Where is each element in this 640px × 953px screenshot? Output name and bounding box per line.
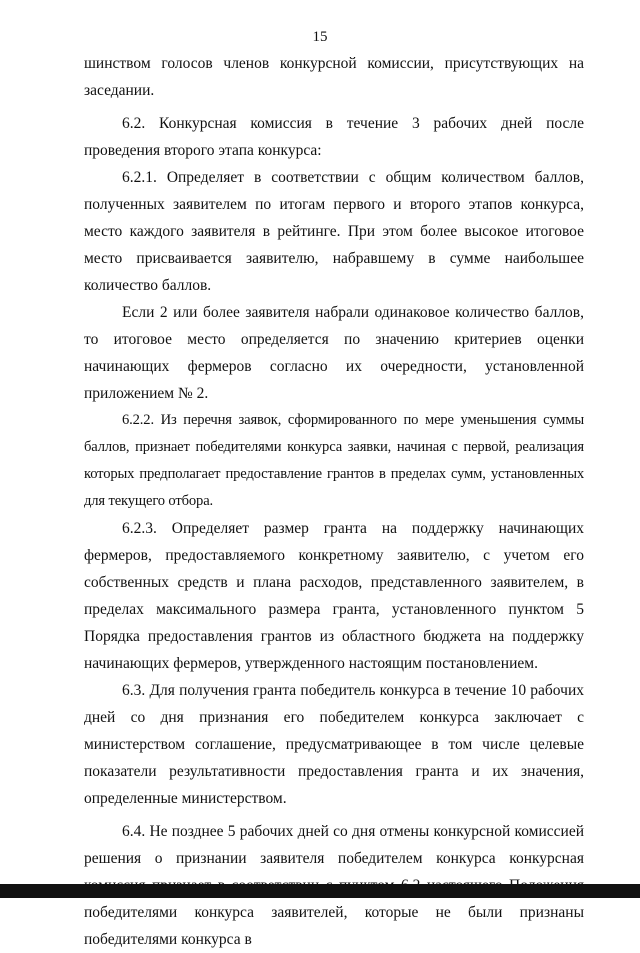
paragraph-6-2: 6.2. Конкурсная комиссия в течение 3 рабочих дней после проведения второго этапа конкурса: bbox=[84, 115, 584, 159]
scan-edge-bar bbox=[0, 884, 640, 898]
page-number: 15 bbox=[312, 29, 328, 45]
paragraph-continuation: шинством голосов членов конкурсной комиссии, присутствующих на заседании. bbox=[84, 55, 584, 99]
paragraph-6-3: 6.3. Для получения гранта победитель конкурса в течение 10 рабочих дней со дня признания его победителем конкурса заключает с министерством соглашение, предусматривающее в том числе целевые показатели результативности предоставления гранта и их значения, определенные министерством. bbox=[84, 682, 584, 807]
paragraph-6-4: 6.4. Не позднее 5 рабочих дней со дня отмены конкурсной комиссией решения о признании заявителя победителем конкурса конкурсная победителями конкурса заявителей, которые не были признаны победителями конкурса в bbox=[84, 823, 584, 948]
paragraph-6-2-2: 6.2.2. Из перечня заявок, сформированного по мере уменьшения суммы баллов, признает победителями конкурса заявки, начиная с первой, реализация которых предполагает предоставление грантов в пределах сумм, установленных для текущего отбора. bbox=[84, 412, 584, 509]
paragraph-6-2-1: 6.2.1. Определяет в соответствии с общим количеством баллов, полученных заявителем по итогам первого и второго этапов конкурса, место каждого заявителя в рейтинге. При этом более высокое итоговое место присваивается заявителю, набравшему в сумме наибольшее количество баллов. bbox=[84, 169, 584, 294]
paragraph-tie-rule: Если 2 или более заявителя набрали одинаковое количество баллов, то итоговое место определяется по значению критериев оценки начинающих фермеров согласно их очередности, установленной приложением № 2. bbox=[84, 304, 584, 402]
document-body bbox=[84, 50, 584, 953]
paragraph-6-2-3: 6.2.3. Определяет размер гранта на поддержку начинающих фермеров, предоставляемого конкретному заявителю, с учетом его собственных средств и плана расходов, представленного заявителем, в пределах максимального размера гранта, установленного пунктом 5 Порядка предоставления грантов из областного бюджета на поддержку начинающих фермеров, утвержденного настоящим постановлением. bbox=[84, 520, 584, 672]
